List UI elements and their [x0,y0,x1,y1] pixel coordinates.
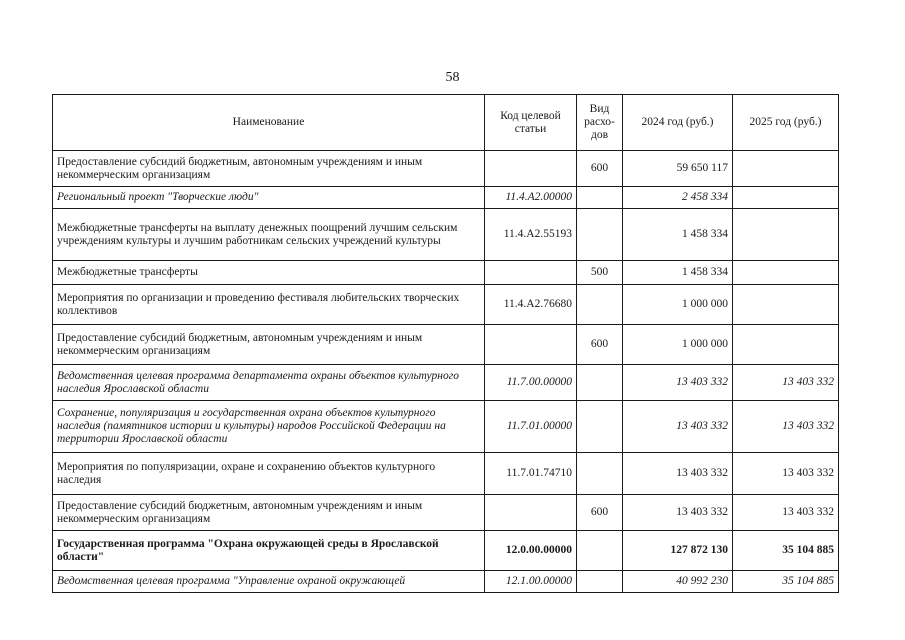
row-2025: 13 403 332 [733,495,839,531]
table-row [53,285,839,325]
row-2025 [733,325,839,365]
table-row [53,365,839,401]
row-2025: 35 104 885 [733,571,839,593]
row-name: Ведомственная целевая программа департамента охраны объектов культурного наследия Ярославской области [53,365,485,401]
row-2025: 13 403 332 [733,453,839,495]
table-row [53,325,839,365]
row-2024: 1 458 334 [623,261,733,285]
row-2024: 1 000 000 [623,285,733,325]
row-code [485,325,577,365]
row-code [485,495,577,531]
row-2024: 1 000 000 [623,325,733,365]
row-2025 [733,151,839,187]
row-code [485,151,577,187]
table-row [53,571,839,593]
row-code: 11.7.01.74710 [485,453,577,495]
row-type [577,531,623,571]
row-code: 11.4.А2.76680 [485,285,577,325]
row-code: 11.7.00.00000 [485,365,577,401]
row-name: Предоставление субсидий бюджетным, автономным учреждениям и иным некоммерческим организациям [53,495,485,531]
table-row [53,401,839,453]
row-name: Предоставление субсидий бюджетным, автономным учреждениям и иным некоммерческим организациям [53,325,485,365]
table-row [53,187,839,209]
row-type [577,285,623,325]
header-code: Код целевой статьи [485,95,577,151]
row-name: Сохранение, популяризация и государственная охрана объектов культурного наследия (памятников истории и культуры) народов Российской Федерации на территории Ярославской области [53,401,485,453]
header-2025: 2025 год (руб.) [733,95,839,151]
row-2024: 2 458 334 [623,187,733,209]
row-2025: 13 403 332 [733,401,839,453]
header-name: Наименование [53,95,485,151]
row-name: Региональный проект "Творческие люди" [53,187,485,209]
row-name: Ведомственная целевая программа "Управление охраной окружающей [53,571,485,593]
table-row [53,453,839,495]
row-2025 [733,209,839,261]
row-2025 [733,261,839,285]
row-type: 600 [577,325,623,365]
row-2024: 127 872 130 [623,531,733,571]
row-2024: 13 403 332 [623,401,733,453]
table-row [53,261,839,285]
row-name: Межбюджетные трансферты [53,261,485,285]
table-body [53,151,839,593]
row-2025: 13 403 332 [733,365,839,401]
row-type [577,187,623,209]
table-row [53,495,839,531]
row-2025 [733,285,839,325]
row-2024: 59 650 117 [623,151,733,187]
row-type: 600 [577,495,623,531]
row-type [577,401,623,453]
header-2024: 2024 год (руб.) [623,95,733,151]
row-code: 11.4.А2.00000 [485,187,577,209]
row-code: 11.7.01.00000 [485,401,577,453]
row-type: 500 [577,261,623,285]
row-type [577,453,623,495]
row-code [485,261,577,285]
row-2025 [733,187,839,209]
table-row [53,151,839,187]
row-name: Мероприятия по популяризации, охране и сохранению объектов культурного наследия [53,453,485,495]
row-2024: 13 403 332 [623,495,733,531]
table-row [53,531,839,571]
row-type: 600 [577,151,623,187]
header-type: Вид расхо-дов [577,95,623,151]
row-name: Мероприятия по организации и проведению фестиваля любительских творческих коллективов [53,285,485,325]
row-2024: 1 458 334 [623,209,733,261]
row-type [577,209,623,261]
row-code: 12.1.00.00000 [485,571,577,593]
row-name: Предоставление субсидий бюджетным, автономным учреждениям и иным некоммерческим организациям [53,151,485,187]
row-2024: 13 403 332 [623,453,733,495]
table-row [53,209,839,261]
row-code: 12.0.00.00000 [485,531,577,571]
row-type [577,365,623,401]
row-2025: 35 104 885 [733,531,839,571]
row-2024: 13 403 332 [623,365,733,401]
table-header-row [53,95,839,151]
row-2024: 40 992 230 [623,571,733,593]
row-name: Государственная программа "Охрана окружающей среды в Ярославской области" [53,531,485,571]
budget-table [52,94,839,593]
page-number: 58 [445,70,460,85]
row-code: 11.4.А2.55193 [485,209,577,261]
row-type [577,571,623,593]
row-name: Межбюджетные трансферты на выплату денежных поощрений лучшим сельским учреждениям культуры и лучшим работникам сельских учреждений культуры [53,209,485,261]
